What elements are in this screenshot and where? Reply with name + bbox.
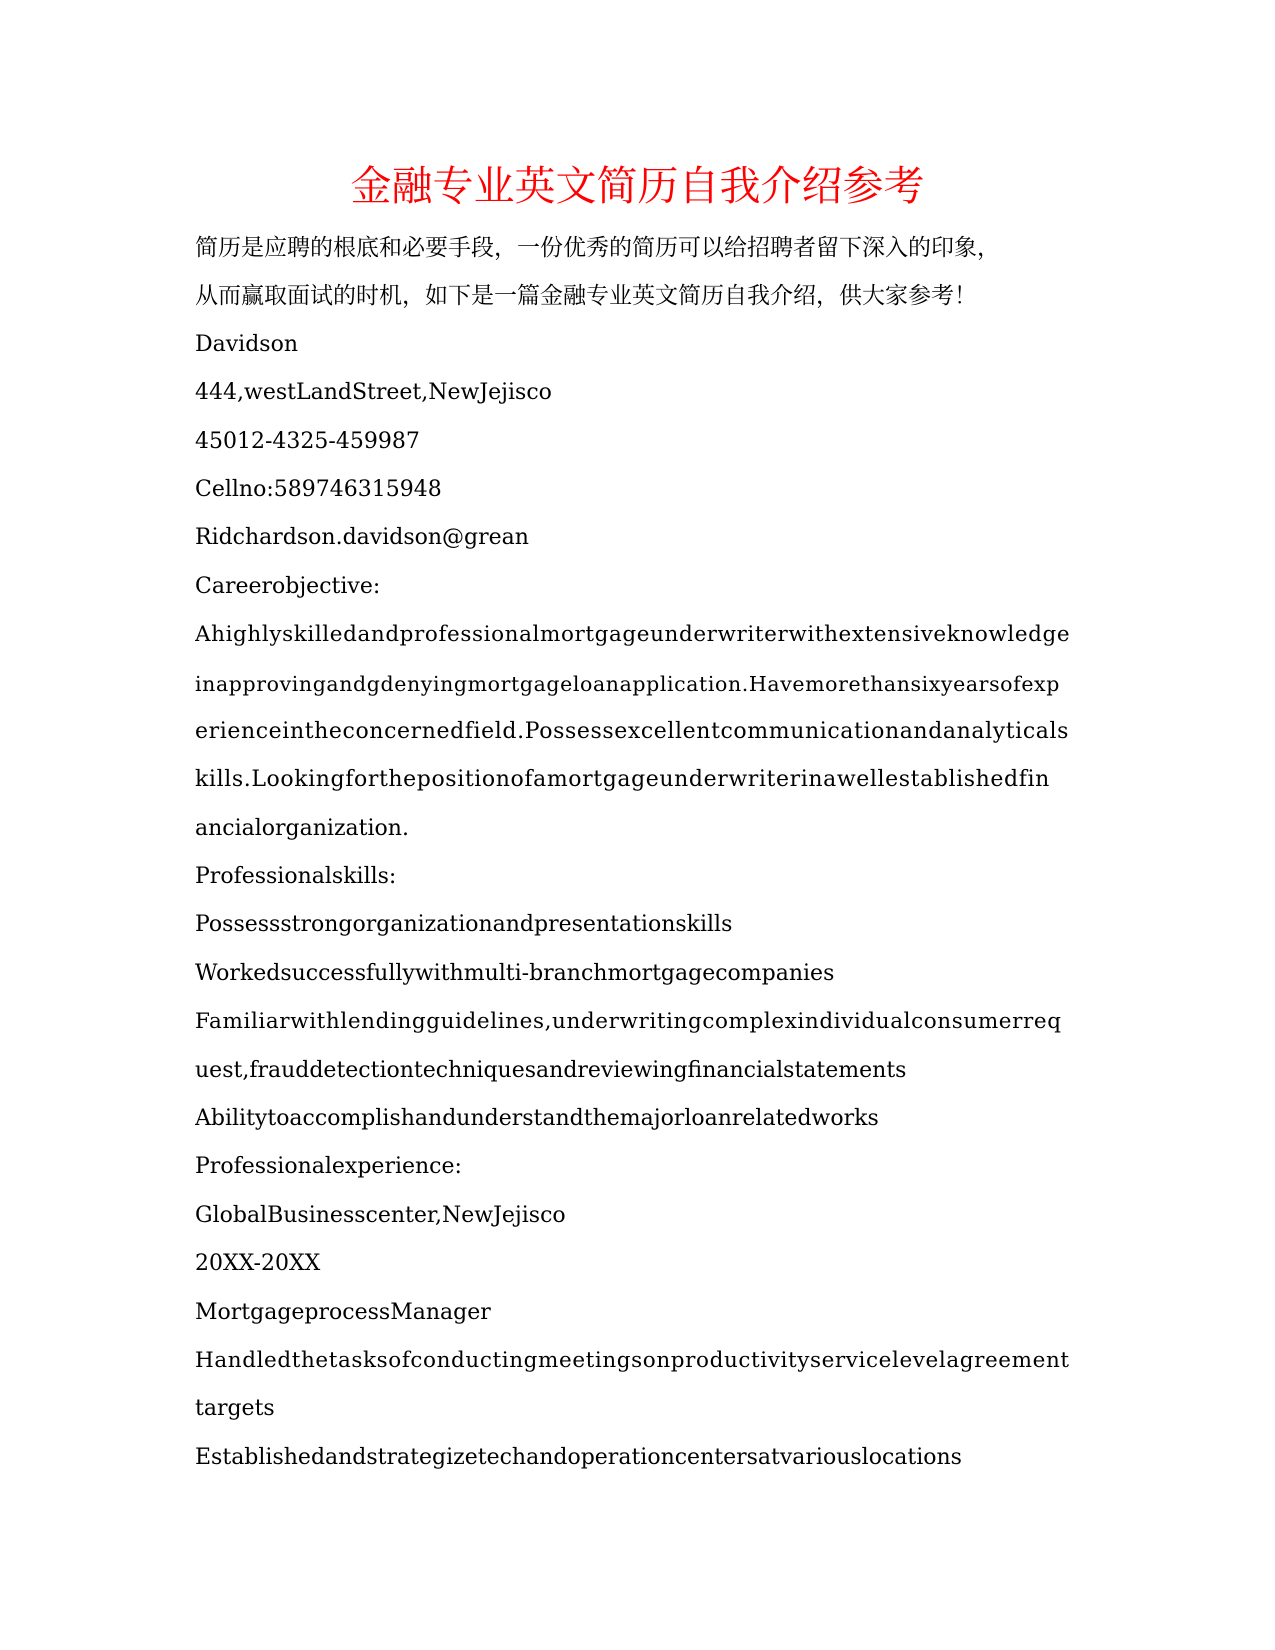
date-range-line: 20XX-20XX (195, 1251, 321, 1277)
job-title-line: MortgageprocessManager (195, 1299, 491, 1325)
objective-line-3: erienceintheconcernedfield.Possessexcellentcommunicationandanalyticals (195, 718, 1069, 744)
objective-line-4: kills.Lookingforthepositionofamortgageunderwriterinawellestablishedfin (195, 767, 1050, 793)
name-line: Davidson (195, 331, 299, 357)
skill-line-4: uest,frauddetectiontechniquesandreviewingfinancialstatements (195, 1057, 907, 1083)
document-body (195, 224, 1075, 1482)
duty-line-2: targets (195, 1396, 275, 1422)
skill-line-3: Familiarwithlendingguidelines,underwritingcomplexindividualconsumerreq (195, 1009, 1062, 1035)
intro-line-2: 从而赢取面试的时机，如下是一篇金融专业英文简历自我介绍，供大家参考！ (195, 283, 977, 310)
email-line: Ridchardson.davidson@grean (195, 525, 529, 551)
duty-line-1: Handledthetasksofconductingmeetingsonproductivityservicelevelagreement (195, 1347, 1070, 1373)
skill-line-1: Possessstrongorganizationandpresentationskills (195, 912, 733, 938)
skill-line-2: Workedsuccessfullywithmulti-branchmortgagecompanies (195, 960, 835, 986)
document-title: 金融专业英文简历自我介绍参考 (350, 162, 925, 210)
heading-professional-experience: Professionalexperience: (195, 1154, 462, 1180)
objective-line-1: Ahighlyskilledandprofessionalmortgageunderwriterwithextensiveknowledge (195, 622, 1071, 648)
address-line: 444,westLandStreet,NewJejisco (195, 380, 552, 406)
objective-line-2: inapprovingandgdenyingmortgageloanapplication.Havemorethansixyearsofexp (195, 671, 1060, 696)
employer-line: GlobalBusinesscenter,NewJejisco (195, 1202, 566, 1228)
heading-career-objective: Careerobjective: (195, 573, 381, 599)
heading-professional-skills: Professionalskills: (195, 864, 397, 890)
phone-line: 45012-4325-459987 (195, 428, 420, 454)
objective-line-5: ancialorganization. (195, 815, 409, 841)
intro-line-1: 简历是应聘的根底和必要手段，一份优秀的简历可以给招聘者留下深入的印象， (195, 235, 1000, 261)
cell-line: Cellno:589746315948 (195, 476, 442, 502)
skill-line-5: Abilitytoaccomplishandunderstandthemajorloanrelatedworks (195, 1106, 879, 1132)
duty-line-3: Establishedandstrategizetechandoperationcentersatvariouslocations (195, 1444, 962, 1470)
